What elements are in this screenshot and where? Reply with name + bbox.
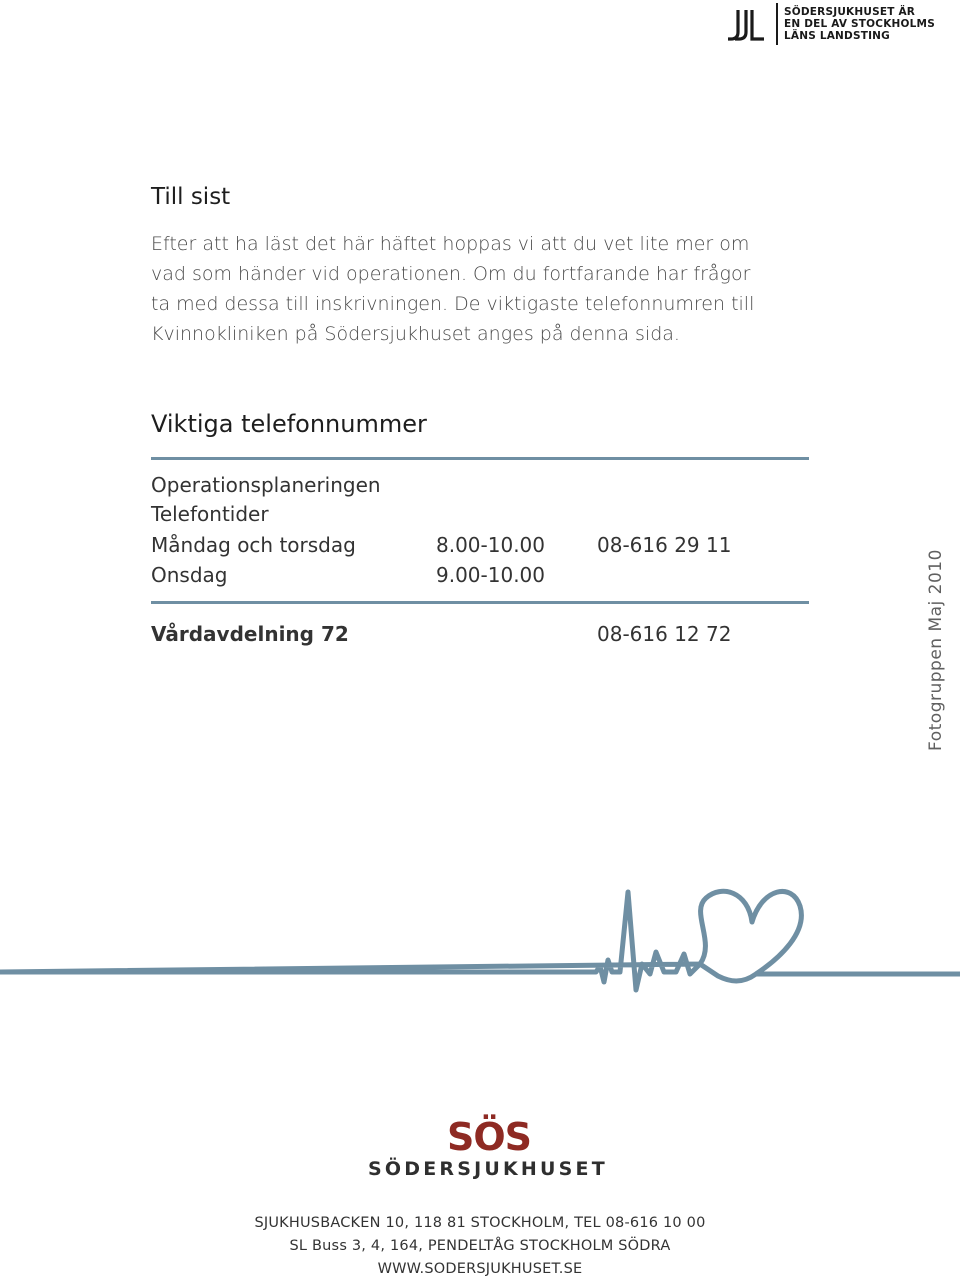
row-time: 8.00-10.00 bbox=[436, 533, 546, 557]
sos-wordmark: SÖDERSJUKHUSET bbox=[368, 1158, 608, 1180]
jl-logo-icon bbox=[726, 8, 766, 42]
section2-phone: 08-616 12 72 bbox=[597, 622, 732, 646]
row-time: 9.00-10.00 bbox=[436, 563, 546, 587]
intro-line: Efter att ha läst det här häftet hoppas vi att du vet lite mer om bbox=[151, 233, 750, 255]
section2-name: Vårdavdelning 72 bbox=[151, 622, 349, 646]
section-divider-middle bbox=[151, 601, 809, 604]
sos-logo-icon bbox=[446, 1115, 532, 1159]
intro-line: ta med dessa till inskrivningen. De viktigaste telefonnumren till bbox=[151, 293, 755, 315]
phones-title: Viktiga telefonnummer bbox=[151, 410, 427, 438]
footer-website[interactable]: WWW.SODERSJUKHUSET.SE bbox=[377, 1261, 583, 1277]
photo-credit: Fotogruppen Maj 2010 bbox=[926, 549, 946, 751]
section1-subtitle: Telefontider bbox=[151, 502, 269, 526]
intro-paragraph bbox=[151, 229, 851, 349]
section1-name: Operationsplaneringen bbox=[151, 473, 381, 497]
footer-transport: SL Buss 3, 4, 164, PENDELTÅG STOCKHOLM SÖDRA bbox=[289, 1238, 671, 1254]
landsting-line-3: LÄNS LANDSTING bbox=[784, 30, 890, 42]
footer-address: SJUKHUSBACKEN 10, 118 81 STOCKHOLM, TEL 08-616 10 00 bbox=[254, 1215, 706, 1231]
intro-line: vad som händer vid operationen. Om du fortfarande har frågor bbox=[151, 263, 751, 285]
heartbeat-heart-icon bbox=[0, 870, 960, 1010]
intro-title: Till sist bbox=[151, 184, 231, 210]
landsting-line-1: SÖDERSJUKHUSET ÄR bbox=[784, 6, 916, 18]
intro-line: Kvinnokliniken på Södersjukhuset anges på denna sida. bbox=[151, 323, 680, 345]
row-day: Måndag och torsdag bbox=[151, 533, 356, 557]
section-divider-top bbox=[151, 457, 809, 460]
row-phone: 08-616 29 11 bbox=[597, 533, 732, 557]
landsting-line-2: EN DEL AV STOCKHOLMS bbox=[784, 18, 935, 30]
logo-divider bbox=[776, 3, 778, 45]
sos-logo-mark: SÖS bbox=[447, 1115, 532, 1159]
row-day: Onsdag bbox=[151, 563, 228, 587]
